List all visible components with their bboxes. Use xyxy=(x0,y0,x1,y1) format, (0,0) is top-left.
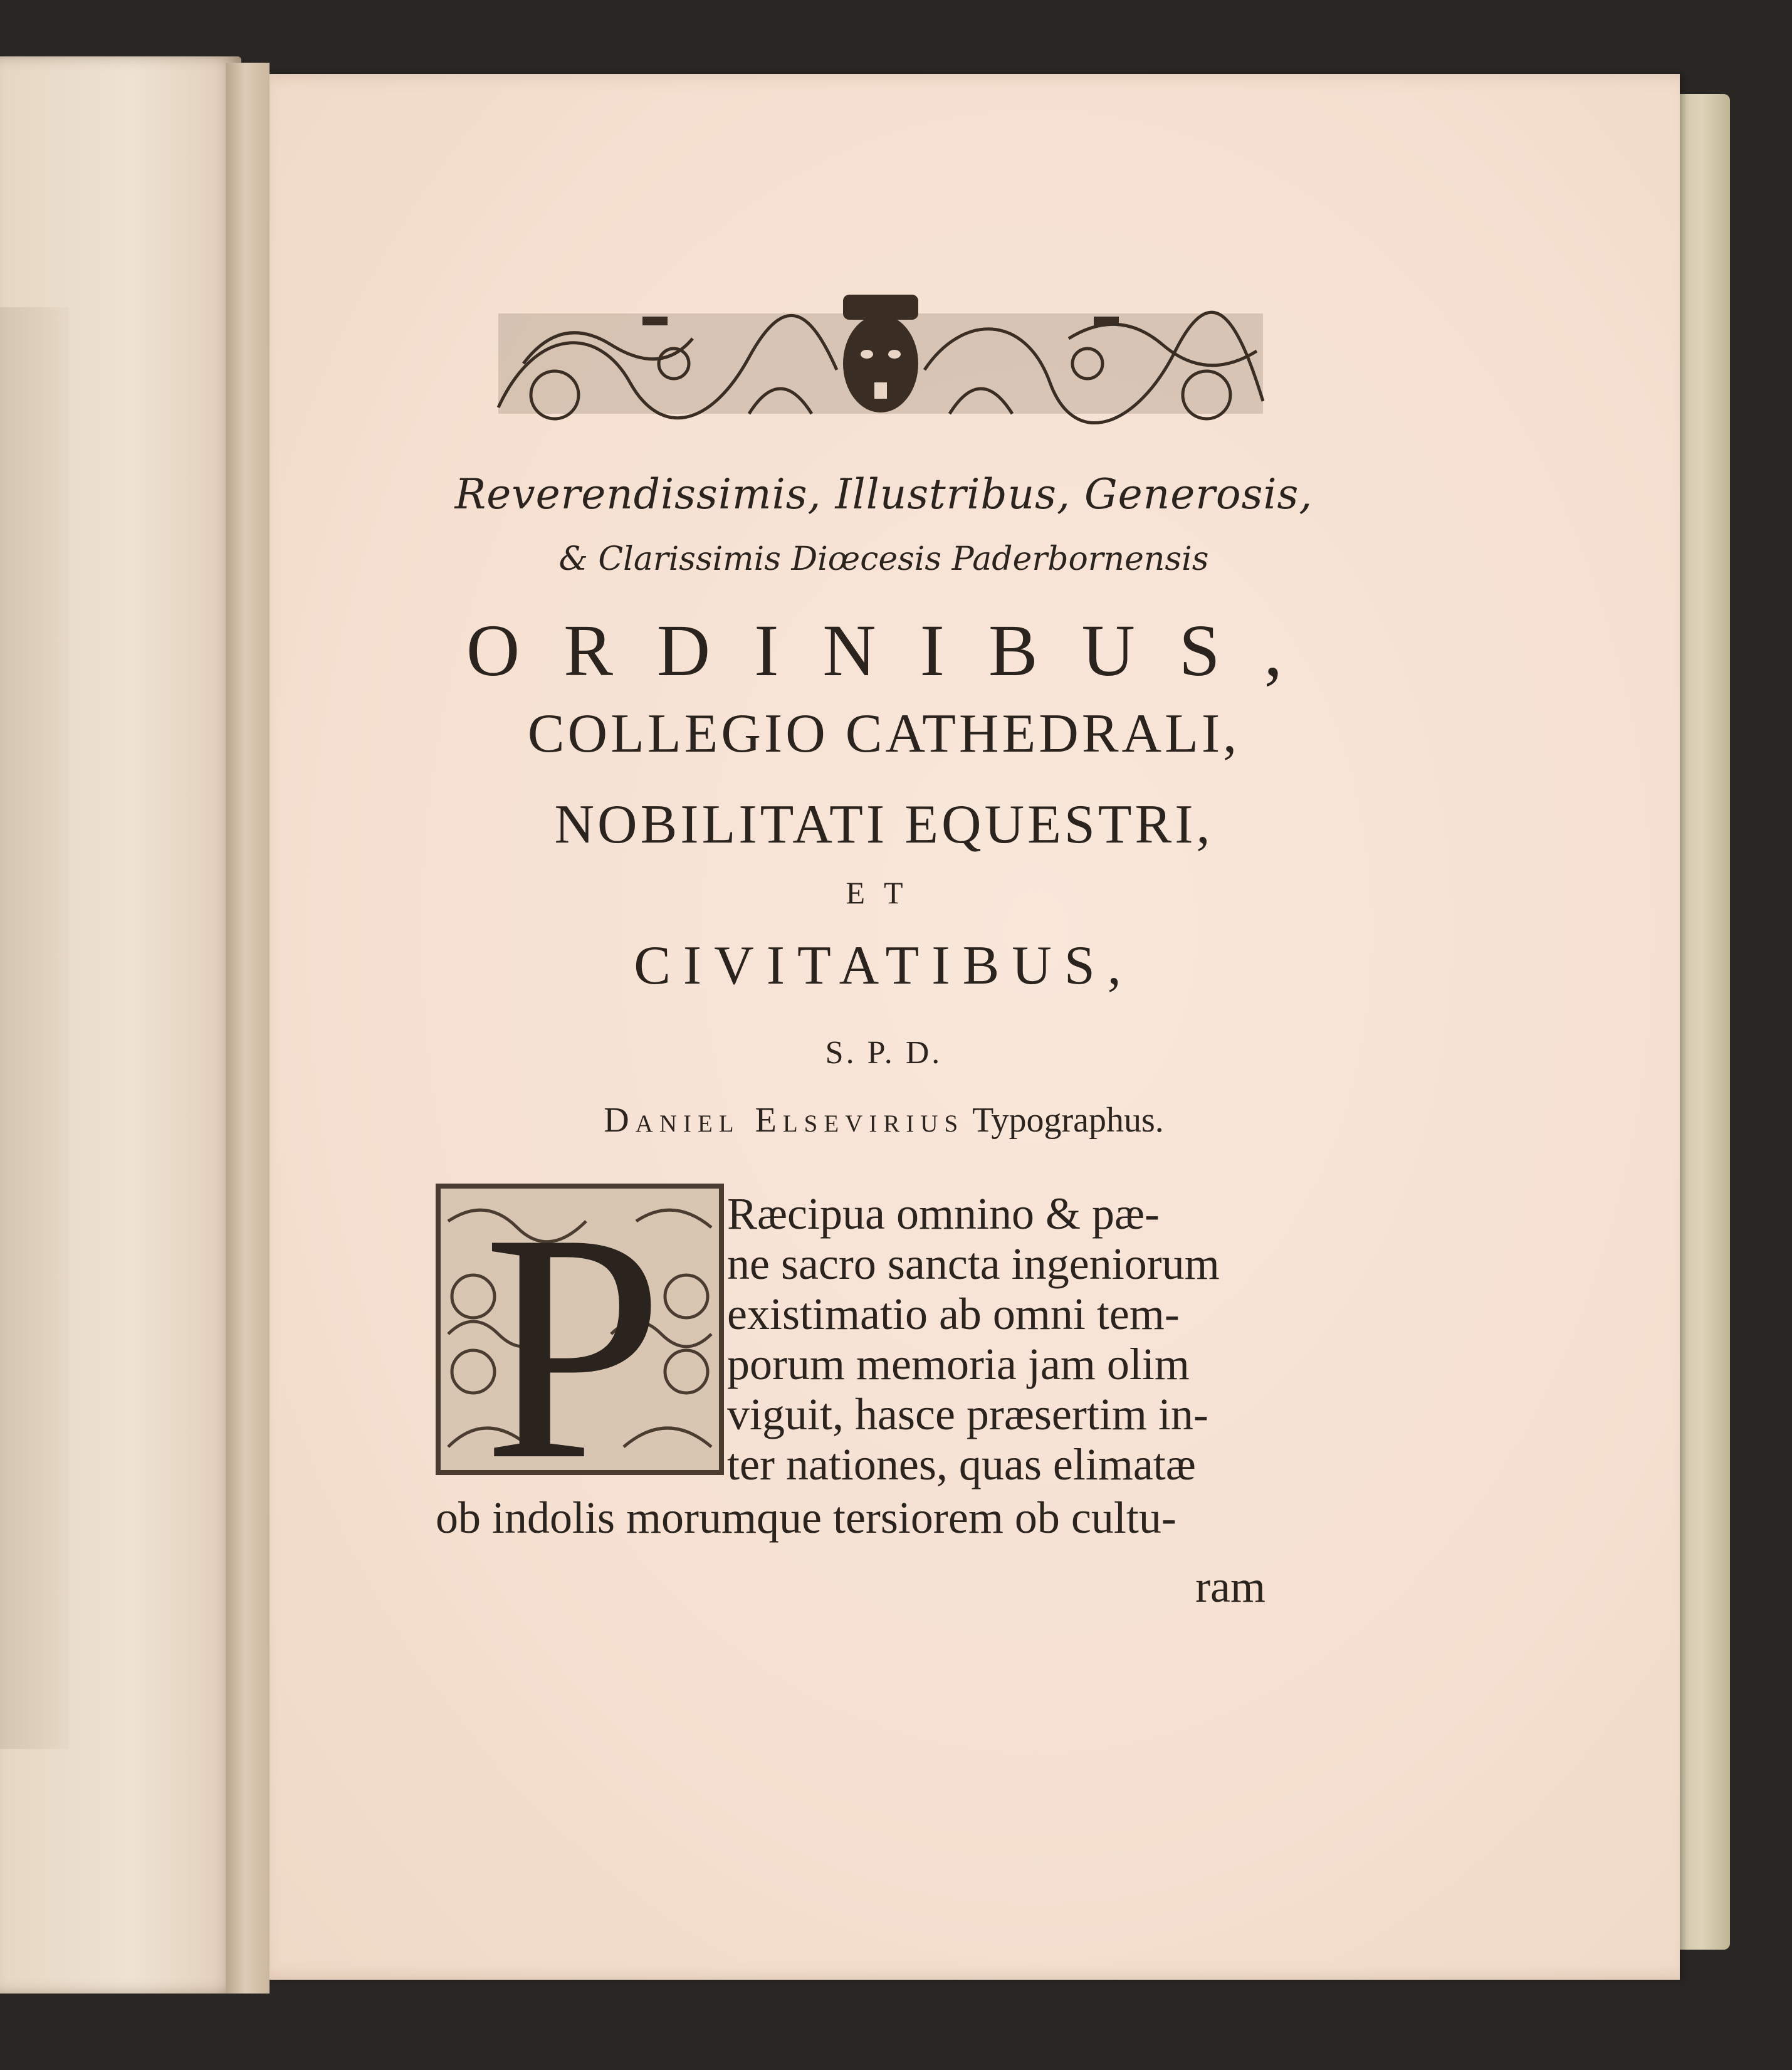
initial-letter: P xyxy=(483,1184,664,1475)
left-page xyxy=(0,56,241,1994)
spd-line: S. P. D. xyxy=(825,1035,943,1071)
left-page-bleed xyxy=(0,307,69,1749)
nobilitati-line: NOBILITATI EQUESTRI, xyxy=(554,794,1213,855)
body-line-6: ter nationes, quas elimatæ xyxy=(727,1439,1196,1489)
et-line: ET xyxy=(846,875,922,910)
dedication-line-2: & Clarissimis Diœcesis Paderbornensis xyxy=(558,540,1209,578)
collegio-line: COLLEGIO CATHEDRALI, xyxy=(527,703,1240,764)
initial-letter-ornament xyxy=(436,1184,724,1475)
catchword: ram xyxy=(1195,1562,1265,1612)
book-gutter xyxy=(226,63,270,1994)
book-cover-edge xyxy=(1674,94,1730,1950)
civitatibus-line: CIVITATIBUS, xyxy=(634,935,1134,996)
body-line-3: existimatio ab omni tem- xyxy=(727,1289,1180,1339)
dedication-line-1: Reverendissimis, Illustribus, Generosis, xyxy=(454,470,1313,518)
body-line-2: ne sacro sancta ingeniorum xyxy=(727,1239,1220,1289)
author-title: Typographus. xyxy=(972,1101,1164,1140)
body-line-4: porum memoria jam olim xyxy=(727,1339,1190,1389)
body-line-5: viguit, hasce præsertim in- xyxy=(727,1389,1208,1439)
author-name: Daniel Elsevirius xyxy=(604,1101,965,1140)
body-line-7: ob indolis morumque tersiorem ob cultu- xyxy=(436,1493,1176,1543)
headpiece-ornament xyxy=(486,288,1276,439)
body-line-1: Ræcipua omnino & pæ- xyxy=(727,1189,1160,1239)
author-line xyxy=(439,1100,1329,1140)
ordinibus-heading: ORDINIBUS, xyxy=(466,609,1326,691)
